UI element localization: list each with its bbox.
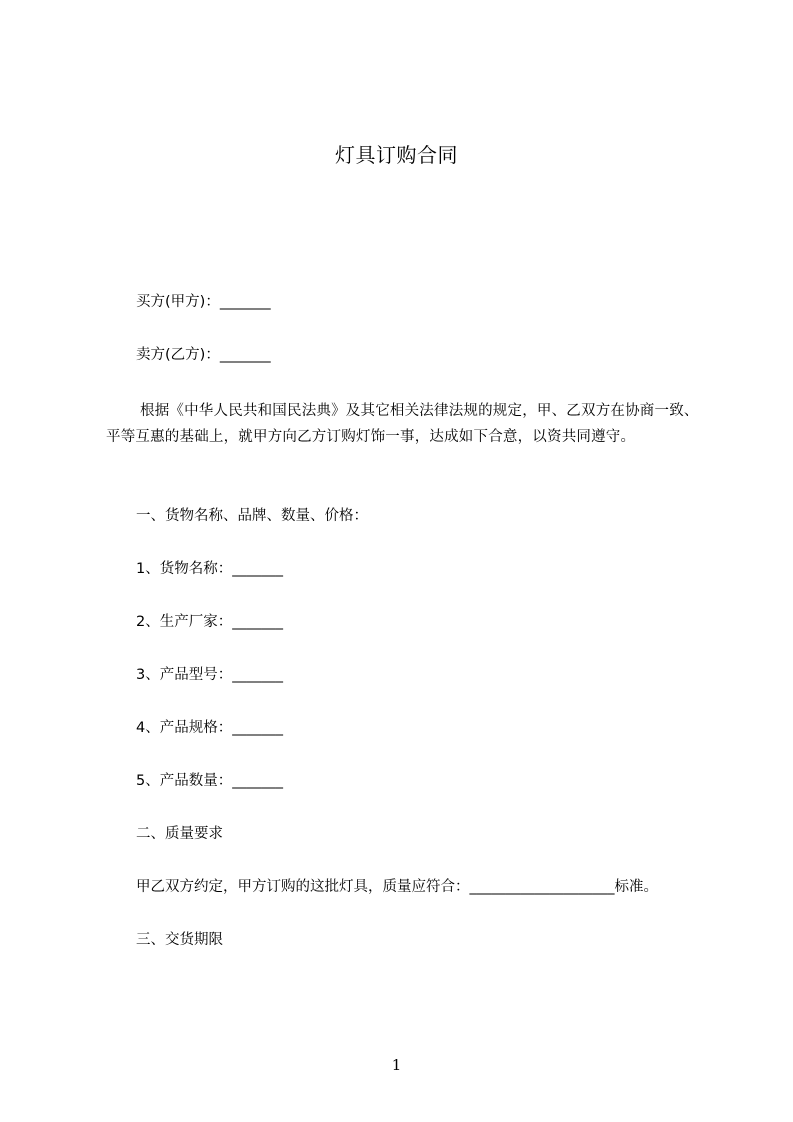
section-3-heading: 三、交货期限 [136,932,223,948]
item-goods-name: 1、货物名称：_______ [136,561,283,577]
section-1-heading: 一、货物名称、品牌、数量、价格： [136,508,368,524]
seller-line: 卖方(乙方)：_______ [136,347,271,363]
preamble-paragraph: 根据《中华人民共和国民法典》及其它相关法律法规的规定，甲、乙双方在协商一致、平等互惠的基础上，就甲方向乙方订购灯饰一事，达成如下合意，以资共同遵守。 [106,403,699,445]
item-quantity: 5、产品数量：_______ [136,773,283,789]
page-number: 1 [391,1056,402,1074]
buyer-line: 买方(甲方)：_______ [136,294,271,310]
quality-requirement-text: 甲乙双方约定，甲方订购的这批灯具，质量应符合：____________________标准。 [136,879,658,895]
item-model: 3、产品型号：_______ [136,667,283,683]
document-title: 灯具订购合同 [335,143,458,167]
section-2-heading: 二、质量要求 [136,826,223,842]
item-specification: 4、产品规格：_______ [136,720,283,736]
item-manufacturer: 2、生产厂家：_______ [136,614,283,630]
